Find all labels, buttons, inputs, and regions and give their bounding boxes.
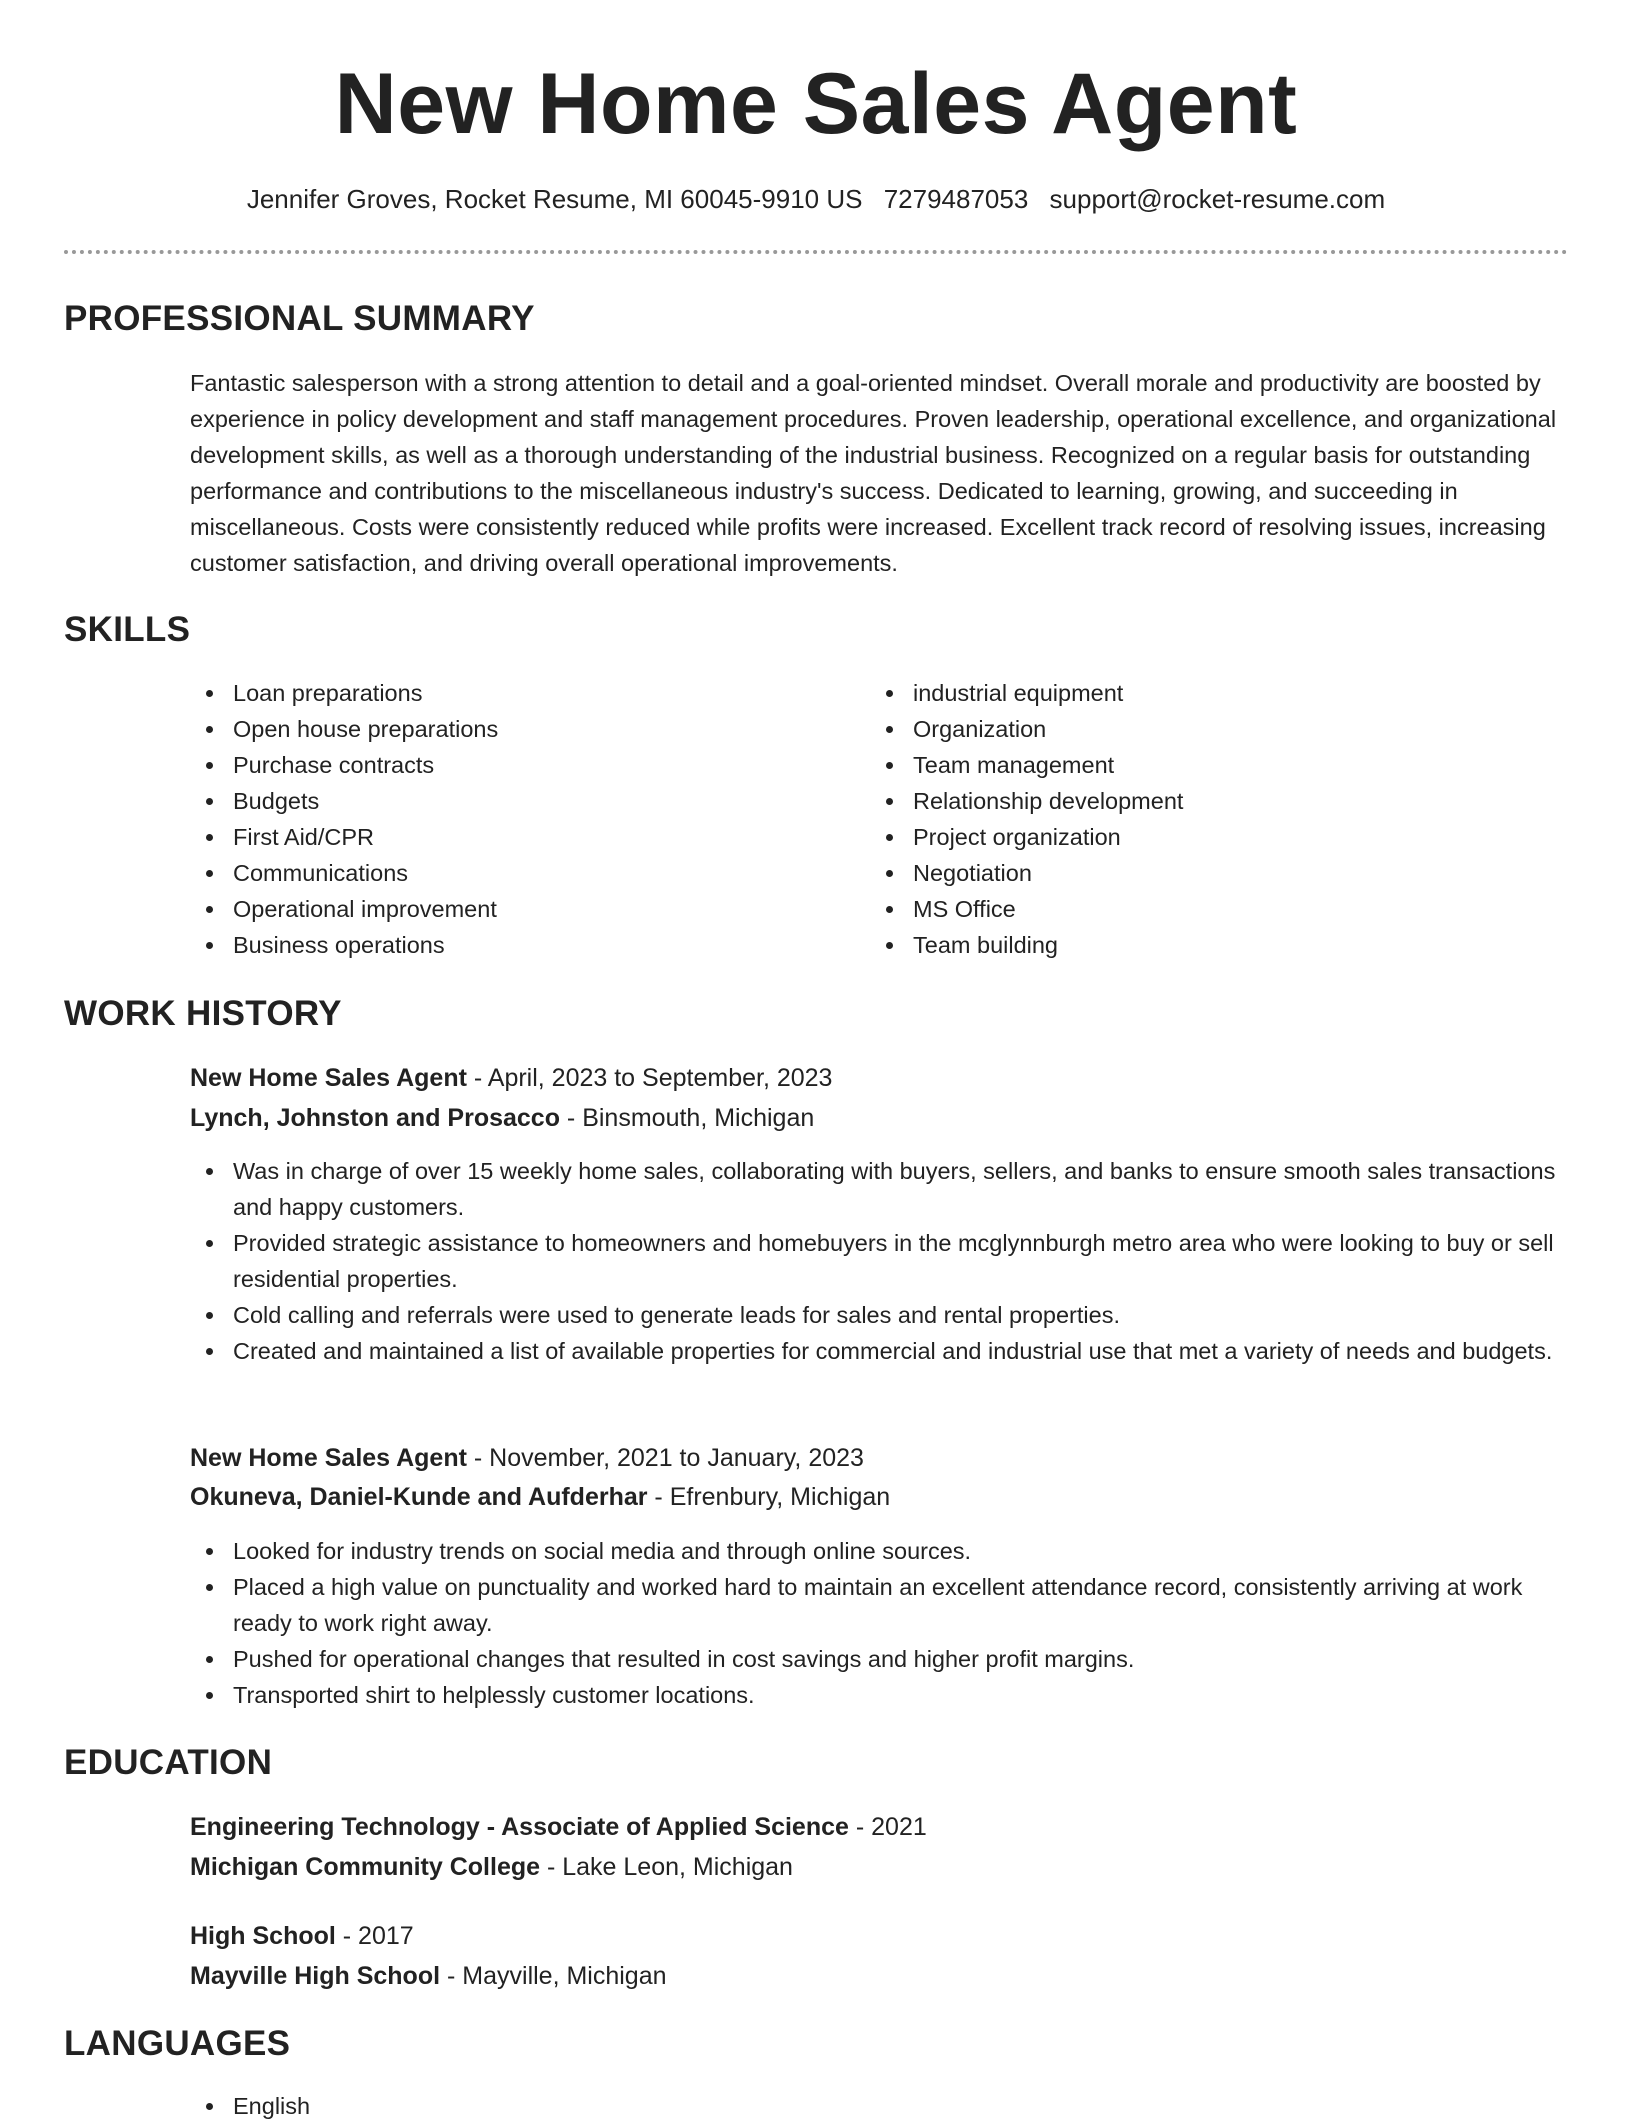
job-bullets: [190, 1533, 1568, 1713]
skill-item: MS Office: [870, 891, 1510, 927]
skill-item: Project organization: [870, 819, 1510, 855]
summary-text: Fantastic salesperson with a strong attention to detail and a goal-oriented mindset. Overall morale and productivity are boosted by experience in policy development and staff management procedures. Proven leadership, operational excellence, and organizational development skills, as well as a thorough understanding of the industrial business. Recognized on a regular basis for outstanding performance and contributions to the miscellaneous industry's success. Dedicated to learning, growing, and succeeding in miscellaneous. Costs were consistently reduced while profits were increased. Excellent track record of resolving issues, increasing customer satisfaction, and driving overall operational improvements.: [190, 370, 1557, 576]
skill-item: Operational improvement: [190, 891, 830, 927]
skill-item: Loan preparations: [190, 675, 830, 711]
skill-item: Negotiation: [870, 855, 1510, 891]
job-dates: - April, 2023 to September, 2023: [466, 1064, 833, 1092]
job-bullet: Cold calling and referrals were used to generate leads for sales and rental properties.: [190, 1297, 1568, 1333]
contact-phone: 7279487053: [883, 184, 1029, 214]
job-company: Lynch, Johnston and Prosacco: [190, 1104, 560, 1132]
skill-item: industrial equipment: [870, 675, 1510, 711]
languages-heading: LANGUAGES: [64, 2024, 291, 2063]
skill-item: Budgets: [190, 783, 830, 819]
job-bullet: Transported shirt to helplessly customer locations.: [190, 1677, 1568, 1713]
skill-item: First Aid/CPR: [190, 819, 830, 855]
education-heading: EDUCATION: [64, 1743, 273, 1782]
education-degree-line: [190, 1809, 927, 1845]
contact-line: [0, 182, 1632, 216]
skill-item: Team management: [870, 747, 1510, 783]
education-location: - Lake Leon, Michigan: [540, 1853, 793, 1881]
job-dates: - November, 2021 to January, 2023: [466, 1444, 864, 1472]
job-company-line: [190, 1100, 814, 1136]
education-year: - 2021: [848, 1813, 927, 1841]
job-location: - Efrenbury, Michigan: [647, 1483, 891, 1511]
job-title-line: [190, 1060, 832, 1096]
job-bullets: [190, 1153, 1568, 1369]
skill-item: Organization: [870, 711, 1510, 747]
job-bullet: Was in charge of over 15 weekly home sales, collaborating with buyers, sellers, and banks to ensure smooth sales transactions and happy customers.: [190, 1153, 1568, 1225]
job-company-line: [190, 1479, 890, 1515]
languages-list: [190, 2088, 830, 2124]
skills-heading: SKILLS: [64, 610, 191, 649]
job-bullet: Created and maintained a list of available properties for commercial and industrial use that met a variety of needs and budgets.: [190, 1333, 1568, 1369]
contact-address: Jennifer Groves, Rocket Resume, MI 60045-9910 US: [246, 184, 863, 214]
education-degree-line: [190, 1918, 414, 1954]
work-heading: WORK HISTORY: [64, 994, 342, 1033]
education-year: - 2017: [335, 1922, 414, 1950]
skill-item: Open house preparations: [190, 711, 830, 747]
skill-item: Communications: [190, 855, 830, 891]
education-school: Michigan Community College: [190, 1853, 541, 1881]
skill-item: Relationship development: [870, 783, 1510, 819]
language-item: English: [190, 2088, 830, 2124]
job-bullet: Provided strategic assistance to homeowners and homebuyers in the mcglynnburgh metro area who were looking to buy or sell residential properties.: [190, 1225, 1568, 1297]
education-school-line: [190, 1849, 793, 1885]
education-degree: Engineering Technology - Associate of Applied Science: [190, 1813, 849, 1841]
header-divider: [64, 250, 1568, 254]
job-bullet: Looked for industry trends on social media and through online sources.: [190, 1533, 1568, 1569]
job-title-line: [190, 1440, 864, 1476]
job-company: Okuneva, Daniel-Kunde and Aufderhar: [190, 1483, 648, 1511]
skills-list-right: [870, 675, 1510, 963]
skill-item: Team building: [870, 927, 1510, 963]
skills-list-left: [190, 675, 830, 963]
skill-item: Purchase contracts: [190, 747, 830, 783]
education-school: Mayville High School: [190, 1962, 441, 1990]
job-bullet: Placed a high value on punctuality and worked hard to maintain an excellent attendance record, consistently arriving at work ready to work right away.: [190, 1569, 1568, 1641]
contact-email: support@rocket-resume.com: [1049, 184, 1386, 214]
resume-title: New Home Sales Agent: [334, 56, 1298, 152]
summary-heading: PROFESSIONAL SUMMARY: [64, 299, 535, 338]
job-bullet: Pushed for operational changes that resulted in cost savings and higher profit margins.: [190, 1641, 1568, 1677]
education-school-line: [190, 1958, 667, 1994]
education-location: - Mayville, Michigan: [440, 1962, 667, 1990]
job-location: - Binsmouth, Michigan: [559, 1104, 815, 1132]
skill-item: Business operations: [190, 927, 830, 963]
education-degree: High School: [190, 1922, 336, 1950]
job-title: New Home Sales Agent: [190, 1444, 467, 1472]
job-title: New Home Sales Agent: [190, 1064, 467, 1092]
